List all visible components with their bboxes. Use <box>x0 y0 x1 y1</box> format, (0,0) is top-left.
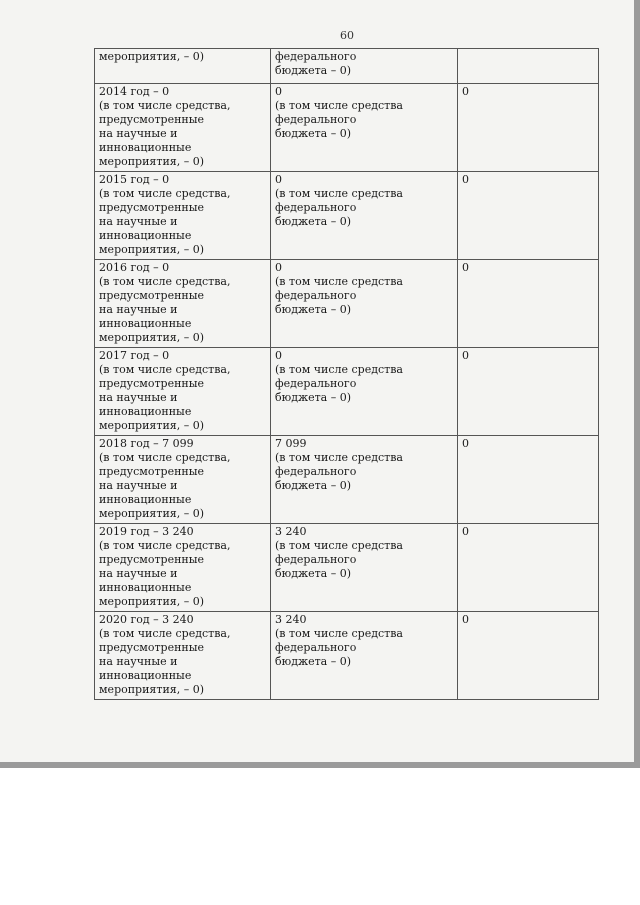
table-cell-col2: 0 (в том числе средства федерального бюджета – 0) <box>271 260 458 348</box>
table-cell-col3: 0 <box>458 172 599 260</box>
table-row <box>95 524 599 612</box>
table-cell-col2: 0 (в том числе средства федерального бюджета – 0) <box>271 348 458 436</box>
table-row <box>95 49 599 84</box>
table-cell-col1: 2020 год – 3 240 (в том числе средства, предусмотренные на научные и инновационные мероприятия, – 0) <box>95 612 271 700</box>
table-cell-col2: 3 240 (в том числе средства федерального бюджета – 0) <box>271 612 458 700</box>
table-cell-col1: 2018 год – 7 099 (в том числе средства, предусмотренные на научные и инновационные мероприятия, – 0) <box>95 436 271 524</box>
table-cell-col1: 2015 год – 0 (в том числе средства, предусмотренные на научные и инновационные мероприятия, – 0) <box>95 172 271 260</box>
table-cell-col1: мероприятия, – 0) <box>95 49 271 84</box>
table-cell-col1: 2019 год – 3 240 (в том числе средства, предусмотренные на научные и инновационные мероприятия, – 0) <box>95 524 271 612</box>
table-row <box>95 436 599 524</box>
funding-table <box>94 48 599 700</box>
table-row <box>95 172 599 260</box>
table-cell-col2: 0 (в том числе средства федерального бюджета – 0) <box>271 172 458 260</box>
table-cell-col1: 2014 год – 0 (в том числе средства, предусмотренные на научные и инновационные мероприятия, – 0) <box>95 84 271 172</box>
table-cell-col3 <box>458 49 599 84</box>
page-number: 60 <box>340 29 354 42</box>
table-cell-col3: 0 <box>458 348 599 436</box>
table-cell-col2: 3 240 (в том числе средства федерального бюджета – 0) <box>271 524 458 612</box>
table-cell-col3: 0 <box>458 436 599 524</box>
table-row <box>95 612 599 700</box>
table-cell-col1: 2017 год – 0 (в том числе средства, предусмотренные на научные и инновационные мероприятия, – 0) <box>95 348 271 436</box>
table-row <box>95 260 599 348</box>
table-cell-col3: 0 <box>458 84 599 172</box>
table-cell-col3: 0 <box>458 260 599 348</box>
table-cell-col3: 0 <box>458 612 599 700</box>
table-cell-col2: 7 099 (в том числе средства федерального бюджета – 0) <box>271 436 458 524</box>
table-row <box>95 348 599 436</box>
table-cell-col2: федерального бюджета – 0) <box>271 49 458 84</box>
table-cell-col1: 2016 год – 0 (в том числе средства, предусмотренные на научные и инновационные мероприятия, – 0) <box>95 260 271 348</box>
table-cell-col3: 0 <box>458 524 599 612</box>
table-cell-col2: 0 (в том числе средства федерального бюджета – 0) <box>271 84 458 172</box>
table-row <box>95 84 599 172</box>
